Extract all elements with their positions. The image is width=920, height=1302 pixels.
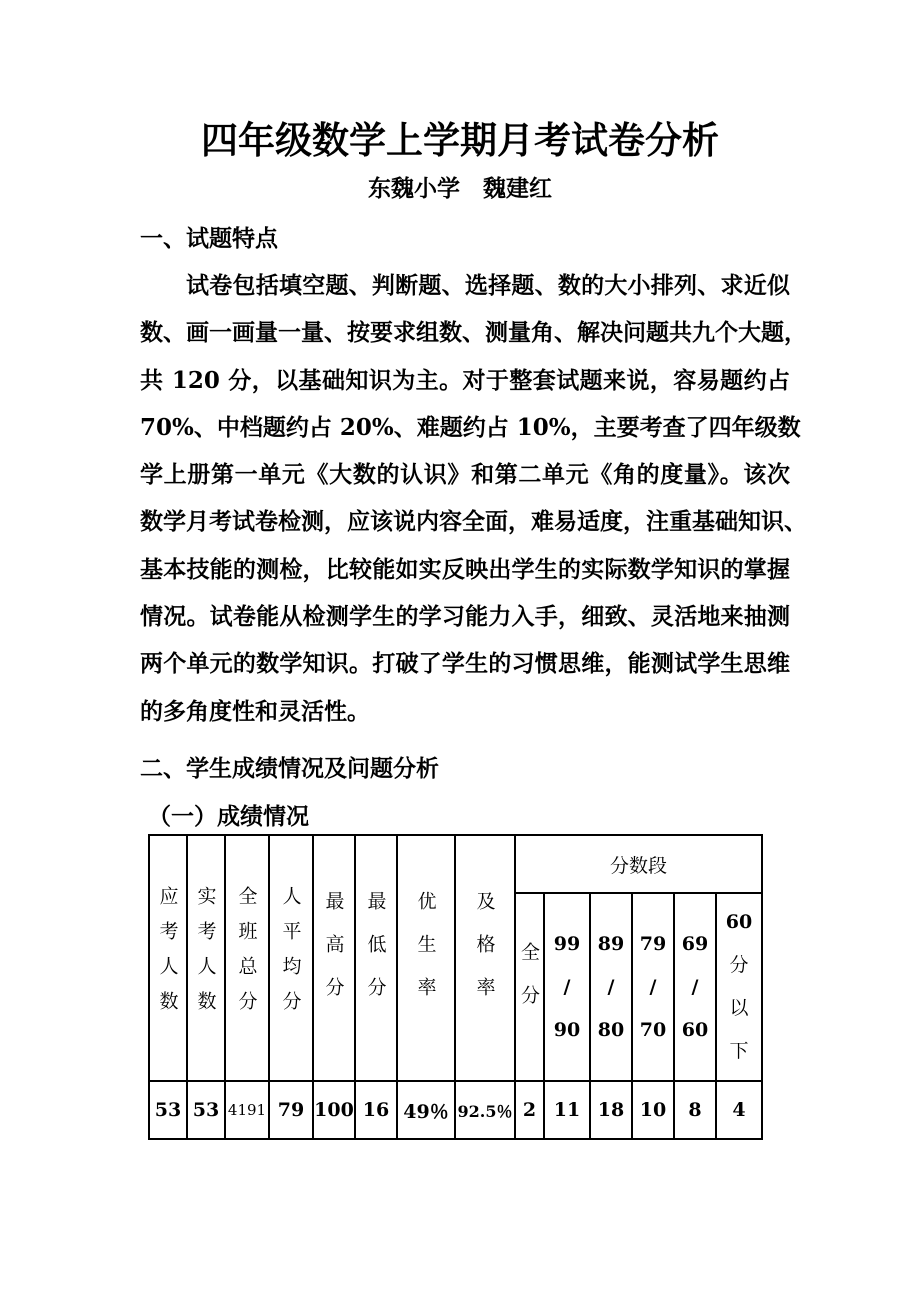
- paragraph-line: 70%、中档题约占 20%、难题约占 10%，主要考查了四年级数: [140, 413, 801, 441]
- paragraph-line: 数、画一画量一量、按要求组数、测量角、解决问题共九个大题，: [140, 319, 807, 347]
- value-class-total: 4191: [225, 1081, 269, 1139]
- band-89-80: 89 / 80: [590, 893, 632, 1081]
- header-actual-count: 实考人数: [187, 835, 225, 1081]
- header-expected-count: 应考人数: [149, 835, 187, 1081]
- band-below-60: 60 分 以 下: [716, 893, 762, 1081]
- paragraph-line: 试卷包括填空题、判断题、选择题、数的大小排列、求近似: [186, 272, 790, 299]
- value-excellent-rate: 49％: [397, 1081, 455, 1139]
- author-line: 东魏小学 魏建红: [368, 175, 552, 202]
- band-69-60: 69 / 60: [674, 893, 716, 1081]
- header-score-bands: 分数段: [515, 835, 762, 893]
- header-lowest: 最低分: [355, 835, 397, 1081]
- paragraph-line: 基本技能的测检，比较能如实反映出学生的实际数学知识的掌握: [140, 555, 790, 583]
- paragraph-line: 两个单元的数学知识。打破了学生的习惯思维，能测试学生思维: [140, 650, 790, 678]
- header-highest: 最高分: [313, 835, 355, 1081]
- score-table: [148, 834, 763, 1140]
- paragraph-line: 共 120 分，以基础知识为主。对于整套试题来说，容易题约占: [140, 366, 790, 394]
- section2-heading: 二、学生成绩情况及问题分析: [140, 755, 439, 782]
- header-average: 人平均分: [269, 835, 313, 1081]
- value-highest: 100: [313, 1081, 355, 1139]
- section1-heading: 一、试题特点: [140, 225, 278, 252]
- value-full-score: 2: [515, 1081, 544, 1139]
- paragraph-line: 学上册第一单元《大数的认识》和第二单元《角的度量》。该次: [140, 461, 790, 489]
- band-99-90: 99 / 90: [544, 893, 590, 1081]
- value-band-89-80: 18: [590, 1081, 632, 1139]
- value-band-69-60: 8: [674, 1081, 716, 1139]
- value-band-below-60: 4: [716, 1081, 762, 1139]
- header-class-total: 全班总分: [225, 835, 269, 1081]
- value-band-99-90: 11: [544, 1081, 590, 1139]
- band-79-70: 79 / 70: [632, 893, 674, 1081]
- value-pass-rate: 92.5％: [455, 1081, 515, 1139]
- value-lowest: 16: [355, 1081, 397, 1139]
- paragraph-line: 数学月考试卷检测，应该说内容全面，难易适度，注重基础知识、: [140, 508, 807, 536]
- value-actual-count: 53: [187, 1081, 225, 1139]
- value-band-79-70: 10: [632, 1081, 674, 1139]
- header-excellent-rate: 优生率: [397, 835, 455, 1081]
- value-average: 79: [269, 1081, 313, 1139]
- document-title: 四年级数学上学期月考试卷分析: [201, 118, 719, 162]
- paragraph-line: 情况。试卷能从检测学生的学习能力入手，细致、灵活地来抽测: [140, 603, 790, 631]
- paragraph-line: 的多角度性和灵活性。: [140, 697, 370, 725]
- section1-paragraph: [140, 262, 807, 735]
- value-expected-count: 53: [149, 1081, 187, 1139]
- section2-subheading: （一）成绩情况: [148, 803, 309, 830]
- header-pass-rate: 及格率: [455, 835, 515, 1081]
- band-full-score: 全分: [515, 893, 544, 1081]
